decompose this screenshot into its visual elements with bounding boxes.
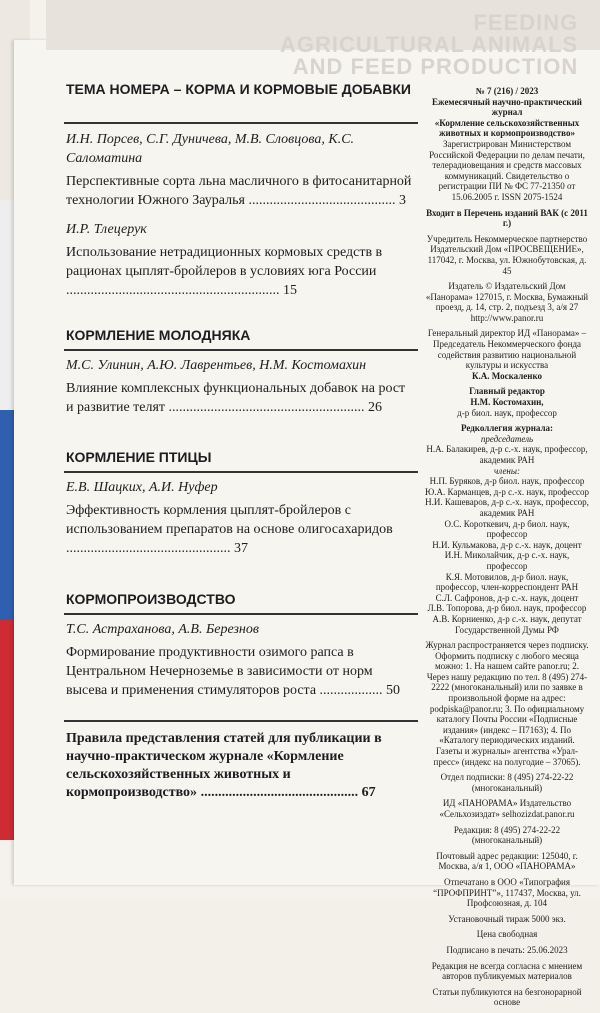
section-heading: КОРМЛЕНИЕ МОЛОДНЯКА [66, 327, 251, 343]
board-member: Л.В. Топорова, д-р биол. наук, профессор [427, 603, 587, 614]
members-role: члены: [494, 465, 520, 476]
section-rule [64, 471, 418, 473]
article[interactable]: И.Н. Порсев, С.Г. Дуничева, М.В. Словцова, К.С. Саломатина Перспективные сорта льна масличного в фитосанитарной технологии Южного Зауралья .......................................... 3 [66, 130, 416, 210]
section-heading: КОРМЛЕНИЕ ПТИЦЫ [66, 449, 212, 465]
article-page: 50 [386, 683, 401, 698]
board-member: К.Я. Мотовилов, д-р биол. наук, профессор, член-корреспондент РАН [435, 571, 579, 593]
subscription-info: Журнал распространяется через подписку. Оформить подписку с любого месяца можно: 1. На нашем сайте panor.ru; 2. Через нашу редакцию по тел. 8 (495) 274-2222 (многоканальный) или по заявке в произвольной форме на адрес: podpiska@panor.ru; 3. По официальному каталогу Почты России «Подписные издания» (индекс – П7163); 4. По «Каталогу периодических изданий. Газеты и журналы» агентства «Урал-пресс» (индекс на полугодие – 37065). [425, 640, 589, 767]
free-note: Статьи публикуются на безгонорарной основе [432, 986, 582, 1008]
section-rule [64, 349, 418, 351]
director: Генеральный директор ИД «Панорама» – Председатель Некоммерческого фонда содействия развитию национальной культуры и искусства [427, 328, 587, 371]
article-authors: Е.В. Шацких, А.И. Нуфер [66, 480, 218, 495]
article[interactable]: И.Р. Тлецерук Использование нетрадиционных кормовых средств в рационах цыплят-бройлеров в условиях юга России ............................................................. 15 [66, 220, 416, 300]
board-member: Ю.А. Карманцев, д-р с.-х. наук, профессор [425, 486, 589, 497]
issue-number: № 7 (216) / 2023 [475, 86, 539, 96]
board-title: Редколлегия журнала: [460, 423, 554, 434]
section-young [66, 326, 416, 345]
journal-name: «Кормление сельскохозяйственных животных и кормопроизводство» [434, 117, 580, 139]
rules-page: 67 [361, 785, 376, 800]
section-rule [64, 122, 418, 124]
article-authors: И.Н. Порсев, С.Г. Дуничева, М.В. Словцова, К.С. Саломатина [66, 132, 355, 166]
board-member: Н.И. Кульмакова, д-р с.-х. наук, доцент [432, 539, 582, 550]
section-heading: КОРМОПРОИЗВОДСТВО [66, 591, 236, 607]
signed-date: Подписано в печать: 25.06.2023 [446, 944, 568, 955]
director-name: К.А. Москаленко [471, 370, 543, 381]
section-heading: ТЕМА НОМЕРА – КОРМА И КОРМОВЫЕ ДОБАВКИ [66, 81, 411, 97]
chair: Н.А. Балакирев, д-р с.-х. наук, профессор, академик РАН [426, 444, 588, 465]
section-poultry [66, 448, 416, 467]
section-rule [64, 613, 418, 615]
section-feed-production [66, 590, 416, 609]
circulation: Установочный тираж 5000 экз. [448, 913, 566, 924]
article[interactable]: Е.В. Шацких, А.И. Нуфер Эффективность кормления цыплят-бройлеров с использованием препаратов на основе олигосахаридов ............................................... 37 [66, 478, 416, 558]
article-page: 26 [368, 400, 383, 415]
board-member: О.С. Короткевич, д-р биол. наук, профессор [444, 518, 570, 540]
article-title: Использование нетрадиционных кормовых средств в рационах цыплят-бройлеров в условиях юга России [66, 245, 383, 279]
editor-name: Н.М. Костомахин, [470, 397, 544, 408]
board-member: С.Л. Сафронов, д-р с.-х. наук, доцент [435, 592, 579, 603]
article-page: 15 [283, 283, 297, 298]
price: Цена свободная [476, 929, 538, 940]
vak-note: Входит в Перечень изданий ВАК (с 2011 г.) [426, 207, 588, 229]
imprint-column [425, 86, 589, 1013]
subscription-dept: Отдел подписки: 8 (495) 274-22-22 (многоканальный) [440, 772, 574, 793]
ghost-heading: FEEDING AGRICULTURAL ANIMALS AND FEED PRODUCTION [280, 10, 579, 79]
rules-title: Правила представления статей для публикации в научно-практическом журнале «Кормление сельскохозяйственных животных и кормопроизводство» [66, 731, 382, 800]
publishing-house: ИД «ПАНОРАМА» Издательство «Сельхозиздат» selhozizdat.panor.ru [439, 798, 575, 819]
rules-item[interactable]: Правила представления статей для публикации в научно-практическом журнале «Кормление сельскохозяйственных животных и кормопроизводство» ............................................. 67 [66, 731, 382, 800]
article-page: 3 [398, 193, 406, 208]
board-member: А.В. Корниенко, д-р с.-х. наук, депутат Государственной Думы РФ [432, 613, 582, 635]
board-member: И.Н. Миколайчик, д-р с.-х. наук, профессор [444, 550, 570, 571]
article-authors: М.С. Улинин, А.Ю. Лаврентьев, Н.М. Костомахин [66, 358, 367, 373]
founder: Учредитель Некоммерческое партнерство Издательский Дом «ПРОСВЕЩЕНИЕ», 117042, г. Москва, ул. Южнобутовская, д. 45 [426, 233, 588, 276]
article-authors: И.Р. Тлецерук [66, 222, 147, 237]
board-member: Н.И. Кашеваров, д-р с.-х. наук, профессор, академик РАН [425, 497, 589, 518]
disclaimer: Редакция не всегда согласна с мнением авторов публикуемых материалов [431, 960, 583, 982]
article-title: Влияние комплексных функциональных добавок на рост и развитие телят [66, 381, 406, 415]
editor-degree: д-р биол. наук, профессор [457, 407, 557, 418]
postal-address: Почтовый адрес редакции: 125040, г. Москва, а/я 1, ООО «ПАНОРАМА» [436, 850, 578, 872]
printing-house: Отпечатано в ООО «Типография “ПРОФПРИНТ”», 117437, Москва, ул. Профсоюзная, д. 104 [433, 876, 581, 909]
journal-type: Ежемесячный научно-практический журнал [432, 96, 582, 118]
editorial-phone: Редакция: 8 (495) 274-22-22 (многоканальный) [453, 824, 561, 846]
article-title: Эффективность кормления цыплят-бройлеров с использованием препаратов на основе олигосахаридов [66, 503, 393, 537]
board-member: Н.П. Буряков, д-р биол. наук, профессор [429, 476, 585, 487]
article-authors: Т.С. Астраханова, А.В. Березнов [66, 622, 259, 637]
editor-role: Главный редактор [469, 386, 545, 397]
section-rule [64, 720, 418, 722]
chair-role: председатель [480, 433, 534, 444]
article-title: Формирование продуктивности озимого рапса в Центральном Нечерноземье в зависимости от норм высева и применения стимуляторов роста [66, 645, 373, 698]
registration: Зарегистрирован Министерством Российской Федерации по делам печати, телерадиовещания и средств массовых коммуникаций. Свидетельство о регистрации ПИ № ФС 77-21350 от 15.06.2005 г. ISSN 2075-1524 [429, 138, 585, 202]
article-page: 37 [234, 541, 248, 556]
section-feeds [66, 80, 416, 99]
article[interactable]: Т.С. Астраханова, А.В. Березнов Формирование продуктивности озимого рапса в Центральном Нечерноземье в зависимости от норм высева и применения стимуляторов роста .................. 50 [66, 620, 416, 700]
article[interactable]: М.С. Улинин, А.Ю. Лаврентьев, Н.М. Костомахин Влияние комплексных функциональных добавок на рост и развитие телят ........................................................ 26 [66, 356, 416, 417]
publisher: Издатель © Издательский Дом «Панорама» 127015, г. Москва, Бумажный проезд, д. 14, стр. 2, подъезд 3, а/я 27 http://www.panor.ru [425, 281, 589, 323]
article-title: Перспективные сорта льна масличного в фитосанитарной технологии Южного Зауралья [66, 174, 412, 208]
